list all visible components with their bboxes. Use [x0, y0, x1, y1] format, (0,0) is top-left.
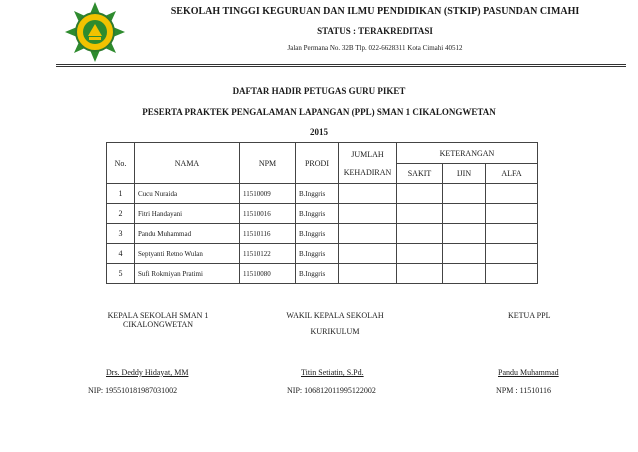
table-row	[107, 184, 538, 204]
wakil-title-line2: KURIKULUM	[310, 327, 360, 336]
row-kehadiran	[339, 244, 397, 264]
institution-address: Jalan Permana No. 32B Tlp. 022-6628311 Kota Cimahi 40512	[287, 44, 463, 52]
row-no: 5	[107, 264, 135, 284]
ketua-npm: NPM : 11510116	[496, 386, 551, 395]
ketua-ppl-title: KETUA PPL	[508, 311, 551, 320]
document-subtitle: PESERTA PRAKTEK PENGALAMAN LAPANGAN (PPL) SMAN 1 CIKALONGWETAN	[142, 107, 496, 117]
row-ijin	[443, 244, 486, 264]
row-sakit	[397, 264, 443, 284]
table-row	[107, 244, 538, 264]
document-year: 2015	[310, 127, 328, 137]
row-npm: 11510122	[240, 244, 296, 264]
attendance-table	[106, 142, 538, 284]
kepala-sekolah-title	[88, 311, 228, 329]
letterhead-divider	[56, 64, 626, 65]
table-row	[107, 204, 538, 224]
table-row	[107, 264, 538, 284]
row-npm: 11510080	[240, 264, 296, 284]
header-jumlah-kehadiran	[339, 143, 397, 184]
row-no: 1	[107, 184, 135, 204]
kepala-title-line1: KEPALA SEKOLAH SMAN 1	[107, 311, 209, 320]
header-jumlah-line2: KEHADIRAN	[343, 167, 392, 177]
row-npm: 11510009	[240, 184, 296, 204]
header-ijin: IJIN	[443, 164, 486, 184]
row-sakit	[397, 204, 443, 224]
wakil-kepala-title	[270, 311, 400, 336]
row-no: 2	[107, 204, 135, 224]
row-no: 4	[107, 244, 135, 264]
row-ijin	[443, 184, 486, 204]
row-alfa	[486, 224, 538, 244]
row-sakit	[397, 244, 443, 264]
letterhead-divider-thin	[56, 66, 626, 67]
row-nama: Cucu Nuraida	[135, 184, 240, 204]
row-alfa	[486, 204, 538, 224]
row-nama: Septyanti Retno Wulan	[135, 244, 240, 264]
row-ijin	[443, 264, 486, 284]
row-alfa	[486, 244, 538, 264]
header-prodi: PRODI	[296, 143, 339, 184]
institution-name: SEKOLAH TINGGI KEGURUAN DAN ILMU PENDIDIKAN (STKIP) PASUNDAN CIMAHI	[170, 6, 580, 17]
accreditation-status: STATUS : TERAKREDITASI	[317, 26, 433, 36]
row-no: 3	[107, 224, 135, 244]
header-npm: NPM	[240, 143, 296, 184]
row-sakit	[397, 224, 443, 244]
kepala-title-line2: CIKALONGWETAN	[122, 320, 193, 329]
document-title: DAFTAR HADIR PETUGAS GURU PIKET	[232, 86, 406, 96]
kepala-name: Drs. Deddy Hidayat, MM	[106, 368, 189, 377]
row-ijin	[443, 204, 486, 224]
wakil-name: Titin Setiatin, S.Pd.	[301, 368, 364, 377]
row-npm: 11510116	[240, 224, 296, 244]
table-row	[107, 224, 538, 244]
row-alfa	[486, 184, 538, 204]
wakil-title-line1: WAKIL KEPALA SEKOLAH	[286, 311, 384, 320]
row-kehadiran	[339, 224, 397, 244]
row-npm: 11510016	[240, 204, 296, 224]
kepala-nip: NIP: 195510181987031002	[88, 386, 178, 395]
row-prodi: B.Inggris	[296, 204, 339, 224]
header-keterangan: KETERANGAN	[397, 143, 538, 164]
header-alfa: ALFA	[486, 164, 538, 184]
header-nama: NAMA	[135, 143, 240, 184]
row-nama: Pandu Muhammad	[135, 224, 240, 244]
row-sakit	[397, 184, 443, 204]
row-prodi: B.Inggris	[296, 224, 339, 244]
row-kehadiran	[339, 264, 397, 284]
row-kehadiran	[339, 204, 397, 224]
row-nama: Sufi Rokmiyan Pratimi	[135, 264, 240, 284]
header-no: No.	[107, 143, 135, 184]
ketua-name: Pandu Muhammad	[498, 368, 559, 377]
row-kehadiran	[339, 184, 397, 204]
row-prodi: B.Inggris	[296, 184, 339, 204]
row-ijin	[443, 224, 486, 244]
row-prodi: B.Inggris	[296, 264, 339, 284]
header-jumlah-line1: JUMLAH	[351, 149, 384, 159]
wakil-nip: NIP: 106812011995122002	[287, 386, 376, 395]
header-sakit: SAKIT	[397, 164, 443, 184]
row-prodi: B.Inggris	[296, 244, 339, 264]
row-alfa	[486, 264, 538, 284]
row-nama: Fitri Handayani	[135, 204, 240, 224]
